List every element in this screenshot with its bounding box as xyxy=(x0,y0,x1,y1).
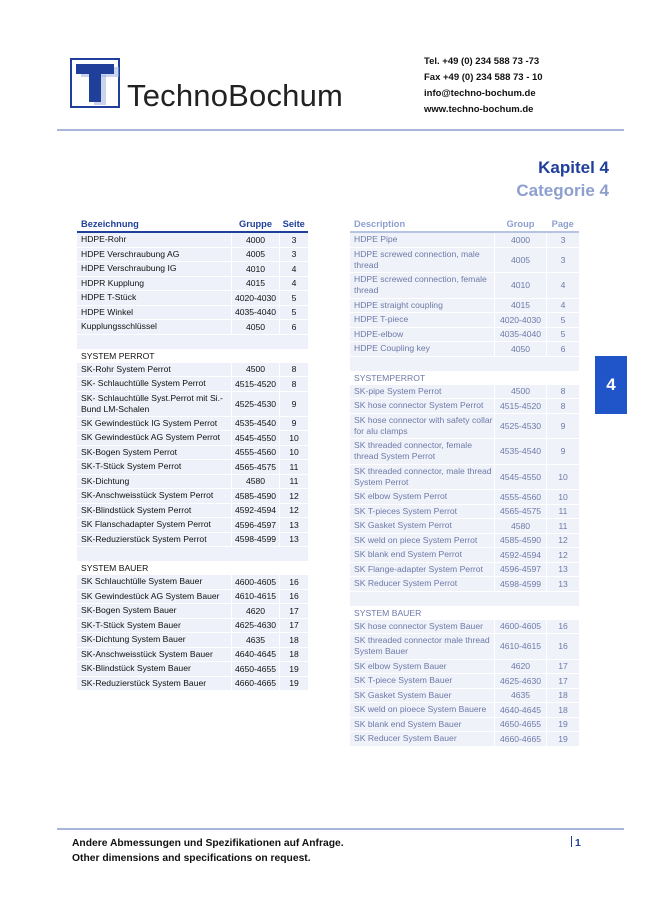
page-ref[interactable]: 13 xyxy=(280,518,309,533)
table-row xyxy=(77,474,308,489)
chapter-heading xyxy=(516,156,609,202)
page-number xyxy=(571,836,581,849)
table-row xyxy=(350,385,579,399)
table-row xyxy=(77,232,308,247)
chapter-title-de: Kapitel 4 xyxy=(538,158,609,177)
page-ref[interactable]: 4 xyxy=(547,298,580,313)
group-code: 4515-4520 xyxy=(495,399,547,414)
page-ref[interactable]: 4 xyxy=(280,276,309,291)
table-row xyxy=(350,717,579,732)
page-ref[interactable]: 16 xyxy=(547,620,580,634)
product-name: HDPE straight coupling xyxy=(350,298,495,313)
table-header xyxy=(350,216,579,232)
product-name: HDPE T-Stück xyxy=(77,291,232,306)
table-row xyxy=(77,431,308,446)
table-row xyxy=(77,445,308,460)
table-row xyxy=(77,276,308,291)
page-ref[interactable]: 9 xyxy=(547,413,580,439)
group-code: 4598-4599 xyxy=(495,577,547,592)
product-name: HDPE Verschraubung AG xyxy=(77,247,232,262)
page-ref[interactable]: 19 xyxy=(280,662,309,677)
chapter-title-en: Categorie 4 xyxy=(516,181,609,200)
section-heading: SYSTEM BAUER xyxy=(350,606,579,620)
group-code: 4050 xyxy=(495,342,547,357)
product-name: HDPE Verschraubung IG xyxy=(77,262,232,277)
product-name: SK-T-Stück System Bauer xyxy=(77,618,232,633)
page-ref[interactable]: 3 xyxy=(280,247,309,262)
table-row xyxy=(350,247,579,273)
page-ref[interactable]: 13 xyxy=(547,562,580,577)
product-name: SK-Bogen System Bauer xyxy=(77,604,232,619)
product-name: SK Reducer System Perrot xyxy=(350,577,495,592)
group-code: 4015 xyxy=(232,276,280,291)
group-code: 4625-4630 xyxy=(495,674,547,689)
page-ref[interactable]: 6 xyxy=(280,320,309,335)
section-heading-row xyxy=(77,561,308,575)
group-code: 4555-4560 xyxy=(495,490,547,505)
table-row xyxy=(77,604,308,619)
group-code: 4598-4599 xyxy=(232,532,280,547)
product-name: SK blank end System Bauer xyxy=(350,717,495,732)
group-code: 4525-4530 xyxy=(495,413,547,439)
page-ref[interactable]: 5 xyxy=(280,305,309,320)
group-code: 4545-4550 xyxy=(495,464,547,490)
table-row xyxy=(350,504,579,519)
product-name: SK weld on pioece System Bauere xyxy=(350,703,495,718)
group-code: 4020-4030 xyxy=(232,291,280,306)
table-row xyxy=(350,490,579,505)
footer-note-de: Andere Abmessungen und Spezifikationen auf Anfrage. xyxy=(72,838,344,849)
product-name: SK Gasket System Bauer xyxy=(350,688,495,703)
table-row xyxy=(77,416,308,431)
page-ref[interactable]: 5 xyxy=(547,327,580,342)
table-row xyxy=(350,273,579,299)
product-name: SK threaded connector male thread System Bauer xyxy=(350,634,495,660)
page-ref[interactable]: 5 xyxy=(280,291,309,306)
footer-note xyxy=(72,836,344,866)
group-code: 4620 xyxy=(232,604,280,619)
page-number-value: 1 xyxy=(575,837,581,849)
page-ref[interactable]: 3 xyxy=(547,232,580,247)
page-ref[interactable]: 17 xyxy=(547,659,580,674)
section-heading: SYSTEMPERROT xyxy=(350,371,579,385)
table-row xyxy=(350,399,579,414)
page-ref[interactable]: 16 xyxy=(280,589,309,604)
table-row xyxy=(350,313,579,328)
group-code: 4535-4540 xyxy=(232,416,280,431)
product-name: SK T-piece System Bauer xyxy=(350,674,495,689)
table-row xyxy=(77,305,308,320)
product-table-german xyxy=(77,216,308,691)
product-name: SK-Bogen System Perrot xyxy=(77,445,232,460)
table-row xyxy=(77,662,308,677)
table-row xyxy=(350,548,579,563)
product-name: SK-Rohr System Perrot xyxy=(77,363,232,377)
table-row xyxy=(350,519,579,534)
group-code: 4010 xyxy=(232,262,280,277)
page-ref[interactable]: 9 xyxy=(280,416,309,431)
product-name: SK elbow System Perrot xyxy=(350,490,495,505)
table-row xyxy=(350,464,579,490)
column-header-page: Seite xyxy=(280,216,309,232)
table-row xyxy=(77,363,308,377)
group-code: 4500 xyxy=(495,385,547,399)
page-ref[interactable]: 10 xyxy=(547,490,580,505)
page-ref[interactable]: 13 xyxy=(280,532,309,547)
spacer-row xyxy=(350,356,579,371)
product-name: SK threaded connector, male thread System Perrot xyxy=(350,464,495,490)
product-name: SK blank end System Perrot xyxy=(350,548,495,563)
table-row xyxy=(350,703,579,718)
page-ref[interactable]: 18 xyxy=(280,647,309,662)
product-table-english xyxy=(350,216,579,747)
product-name: SK-Blindstück System Bauer xyxy=(77,662,232,677)
table-row xyxy=(77,489,308,504)
group-code: 4620 xyxy=(495,659,547,674)
footer-note-en: Other dimensions and specifications on request. xyxy=(72,853,311,864)
table-row xyxy=(350,674,579,689)
page-ref[interactable]: 8 xyxy=(280,377,309,392)
product-name: SK Flange-adapter System Perrot xyxy=(350,562,495,577)
product-name: HDPE screwed connection, female thread xyxy=(350,273,495,299)
product-name: SK-Blindstück System Perrot xyxy=(77,503,232,518)
table-row xyxy=(77,247,308,262)
table-row xyxy=(350,620,579,634)
table-row xyxy=(77,575,308,589)
product-name: SK Reducer System Bauer xyxy=(350,732,495,747)
group-code: 4000 xyxy=(232,232,280,247)
product-name: HDPE screwed connection, male thread xyxy=(350,247,495,273)
group-code: 4580 xyxy=(495,519,547,534)
page-ref[interactable]: 12 xyxy=(280,489,309,504)
group-code: 4565-4575 xyxy=(495,504,547,519)
group-code: 4035-4040 xyxy=(495,327,547,342)
group-code: 4610-4615 xyxy=(232,589,280,604)
page-ref[interactable]: 17 xyxy=(280,604,309,619)
group-code: 4535-4540 xyxy=(495,439,547,465)
page-ref[interactable]: 11 xyxy=(547,519,580,534)
page-ref[interactable]: 4 xyxy=(547,273,580,299)
group-code: 4635 xyxy=(232,633,280,648)
page-ref[interactable]: 12 xyxy=(547,533,580,548)
page-ref[interactable]: 5 xyxy=(547,313,580,328)
group-code: 4000 xyxy=(495,232,547,247)
page-ref[interactable]: 13 xyxy=(547,577,580,592)
table-row xyxy=(350,562,579,577)
table-row xyxy=(77,503,308,518)
section-heading: SYSTEM BAUER xyxy=(77,561,308,575)
column-header-name: Description xyxy=(350,216,495,232)
section-heading-row xyxy=(350,371,579,385)
group-code: 4600-4605 xyxy=(495,620,547,634)
column-header-name: Bezeichnung xyxy=(77,216,232,232)
product-name: SK-pipe System Perrot xyxy=(350,385,495,399)
product-name: HDPE-elbow xyxy=(350,327,495,342)
page-ref[interactable]: 6 xyxy=(547,342,580,357)
chapter-side-tab[interactable]: 4 xyxy=(595,356,627,414)
page-ref[interactable]: 18 xyxy=(280,633,309,648)
contact-email[interactable]: info@techno-bochum.de xyxy=(424,88,536,99)
product-name: SK-Anschweisstück System Perrot xyxy=(77,489,232,504)
group-code: 4580 xyxy=(232,474,280,489)
contact-fax: Fax +49 (0) 234 588 73 - 10 xyxy=(424,72,543,83)
table-row xyxy=(350,327,579,342)
table-row xyxy=(77,676,308,691)
spacer-cell xyxy=(77,334,308,349)
group-code: 4050 xyxy=(232,320,280,335)
group-code: 4585-4590 xyxy=(495,533,547,548)
group-code: 4640-4645 xyxy=(495,703,547,718)
group-code: 4600-4605 xyxy=(232,575,280,589)
contact-website[interactable]: www.techno-bochum.de xyxy=(424,104,534,115)
page-ref[interactable]: 3 xyxy=(547,247,580,273)
table-row xyxy=(77,291,308,306)
section-heading-row xyxy=(77,349,308,363)
product-name: SK T-pieces System Perrot xyxy=(350,504,495,519)
company-logo-icon xyxy=(70,58,120,108)
section-heading: SYSTEM PERROT xyxy=(77,349,308,363)
page-ref[interactable]: 17 xyxy=(280,618,309,633)
spacer-cell xyxy=(77,547,308,562)
table-row xyxy=(77,589,308,604)
product-name: SK-Reduzierstück System Bauer xyxy=(77,676,232,691)
table-row xyxy=(350,413,579,439)
product-name: SK hose connector System Perrot xyxy=(350,399,495,414)
column-header-page: Page xyxy=(547,216,580,232)
product-name: SK-T-Stück System Perrot xyxy=(77,460,232,475)
group-code: 4035-4040 xyxy=(232,305,280,320)
group-code: 4650-4655 xyxy=(232,662,280,677)
company-name: TechnoBochum xyxy=(127,78,344,113)
group-code: 4010 xyxy=(495,273,547,299)
product-name: SK Gewindestück IG System Perrot xyxy=(77,416,232,431)
product-name: SK Schlauchtülle System Bauer xyxy=(77,575,232,589)
page-ref[interactable]: 12 xyxy=(280,503,309,518)
product-name: Kupplungsschlüssel xyxy=(77,320,232,335)
product-name: HDPE Winkel xyxy=(77,305,232,320)
page-ref[interactable]: 8 xyxy=(547,385,580,399)
product-name: SK Gewindestück AG System Perrot xyxy=(77,431,232,446)
page-ref[interactable]: 18 xyxy=(547,688,580,703)
contact-block xyxy=(424,54,543,118)
product-name: SK Gasket System Perrot xyxy=(350,519,495,534)
table-row xyxy=(350,732,579,747)
page-ref[interactable]: 12 xyxy=(547,548,580,563)
table-row xyxy=(77,377,308,392)
product-name: SK-Anschweisstück System Bauer xyxy=(77,647,232,662)
page-ref[interactable]: 10 xyxy=(280,445,309,460)
product-name: SK hose connector with safety collar for alu clamps xyxy=(350,413,495,439)
header-divider xyxy=(57,129,624,131)
page-ref[interactable]: 11 xyxy=(280,474,309,489)
group-code: 4555-4560 xyxy=(232,445,280,460)
page-ref[interactable]: 10 xyxy=(280,431,309,446)
group-code: 4596-4597 xyxy=(495,562,547,577)
page-ref[interactable]: 3 xyxy=(280,232,309,247)
group-code: 4635 xyxy=(495,688,547,703)
page-ref[interactable]: 19 xyxy=(280,676,309,691)
product-name: SK elbow System Bauer xyxy=(350,659,495,674)
page-ref[interactable]: 9 xyxy=(547,439,580,465)
group-code: 4660-4665 xyxy=(495,732,547,747)
section-heading-row xyxy=(350,606,579,620)
page-ref[interactable]: 19 xyxy=(547,717,580,732)
table-row xyxy=(77,518,308,533)
group-code: 4596-4597 xyxy=(232,518,280,533)
product-name: SK threaded connector, female thread System Perrot xyxy=(350,439,495,465)
table-row xyxy=(350,577,579,592)
product-name: HDPE Coupling key xyxy=(350,342,495,357)
spacer-cell xyxy=(350,356,579,371)
table-row xyxy=(350,298,579,313)
product-name: HDPE-Rohr xyxy=(77,232,232,247)
table-row xyxy=(350,232,579,247)
product-name: SK- Schlauchtülle System Perrot xyxy=(77,377,232,392)
group-code: 4565-4575 xyxy=(232,460,280,475)
page-ref[interactable]: 17 xyxy=(547,674,580,689)
group-code: 4585-4590 xyxy=(232,489,280,504)
page-ref[interactable]: 4 xyxy=(280,262,309,277)
table-row xyxy=(77,391,308,416)
group-code: 4005 xyxy=(232,247,280,262)
product-name: HDPE T-piece xyxy=(350,313,495,328)
group-code: 4020-4030 xyxy=(495,313,547,328)
page-ref[interactable]: 16 xyxy=(280,575,309,589)
spacer-row xyxy=(77,547,308,562)
product-name: SK-Reduzierstück System Perrot xyxy=(77,532,232,547)
table-row xyxy=(77,633,308,648)
page-ref[interactable]: 11 xyxy=(547,504,580,519)
table-row xyxy=(77,618,308,633)
table-row xyxy=(350,533,579,548)
group-code: 4610-4615 xyxy=(495,634,547,660)
product-name: SK- Schlauchtülle Syst.Perrot mit Si.-Bund LM-Schalen xyxy=(77,391,232,416)
table-row xyxy=(350,659,579,674)
product-name: HDPE Pipe xyxy=(350,232,495,247)
spacer-cell xyxy=(350,591,579,606)
group-code: 4640-4645 xyxy=(232,647,280,662)
contact-phone: Tel. +49 (0) 234 588 73 -73 xyxy=(424,56,540,67)
footer-divider xyxy=(57,828,624,830)
product-name: SK hose connector System Bauer xyxy=(350,620,495,634)
group-code: 4005 xyxy=(495,247,547,273)
table-row xyxy=(350,634,579,660)
page-ref[interactable]: 8 xyxy=(280,363,309,377)
product-name: HDPR Kupplung xyxy=(77,276,232,291)
table-row xyxy=(350,342,579,357)
table-row xyxy=(77,532,308,547)
group-code: 4592-4594 xyxy=(495,548,547,563)
group-code: 4515-4520 xyxy=(232,377,280,392)
column-header-group: Gruppe xyxy=(232,216,280,232)
page-ref[interactable]: 18 xyxy=(547,703,580,718)
product-name: SK Gewindestück AG System Bauer xyxy=(77,589,232,604)
page-ref[interactable]: 8 xyxy=(547,399,580,414)
group-code: 4592-4594 xyxy=(232,503,280,518)
column-header-group: Group xyxy=(495,216,547,232)
group-code: 4525-4530 xyxy=(232,391,280,416)
table-row xyxy=(77,262,308,277)
product-name: SK Flanschadapter System Perrot xyxy=(77,518,232,533)
group-code: 4650-4655 xyxy=(495,717,547,732)
group-code: 4500 xyxy=(232,363,280,377)
page-ref[interactable]: 11 xyxy=(280,460,309,475)
product-name: SK weld on piece System Perrot xyxy=(350,533,495,548)
group-code: 4015 xyxy=(495,298,547,313)
group-code: 4660-4665 xyxy=(232,676,280,691)
page-ref[interactable]: 19 xyxy=(547,732,580,747)
page-ref[interactable]: 9 xyxy=(280,391,309,416)
product-name: SK-Dichtung xyxy=(77,474,232,489)
table-row xyxy=(350,439,579,465)
spacer-row xyxy=(77,334,308,349)
table-header xyxy=(77,216,308,232)
page-ref[interactable]: 16 xyxy=(547,634,580,660)
table-row xyxy=(350,688,579,703)
table-row xyxy=(77,647,308,662)
product-name: SK-Dichtung System Bauer xyxy=(77,633,232,648)
table-row xyxy=(77,460,308,475)
table-row xyxy=(77,320,308,335)
spacer-row xyxy=(350,591,579,606)
group-code: 4545-4550 xyxy=(232,431,280,446)
page-ref[interactable]: 10 xyxy=(547,464,580,490)
group-code: 4625-4630 xyxy=(232,618,280,633)
